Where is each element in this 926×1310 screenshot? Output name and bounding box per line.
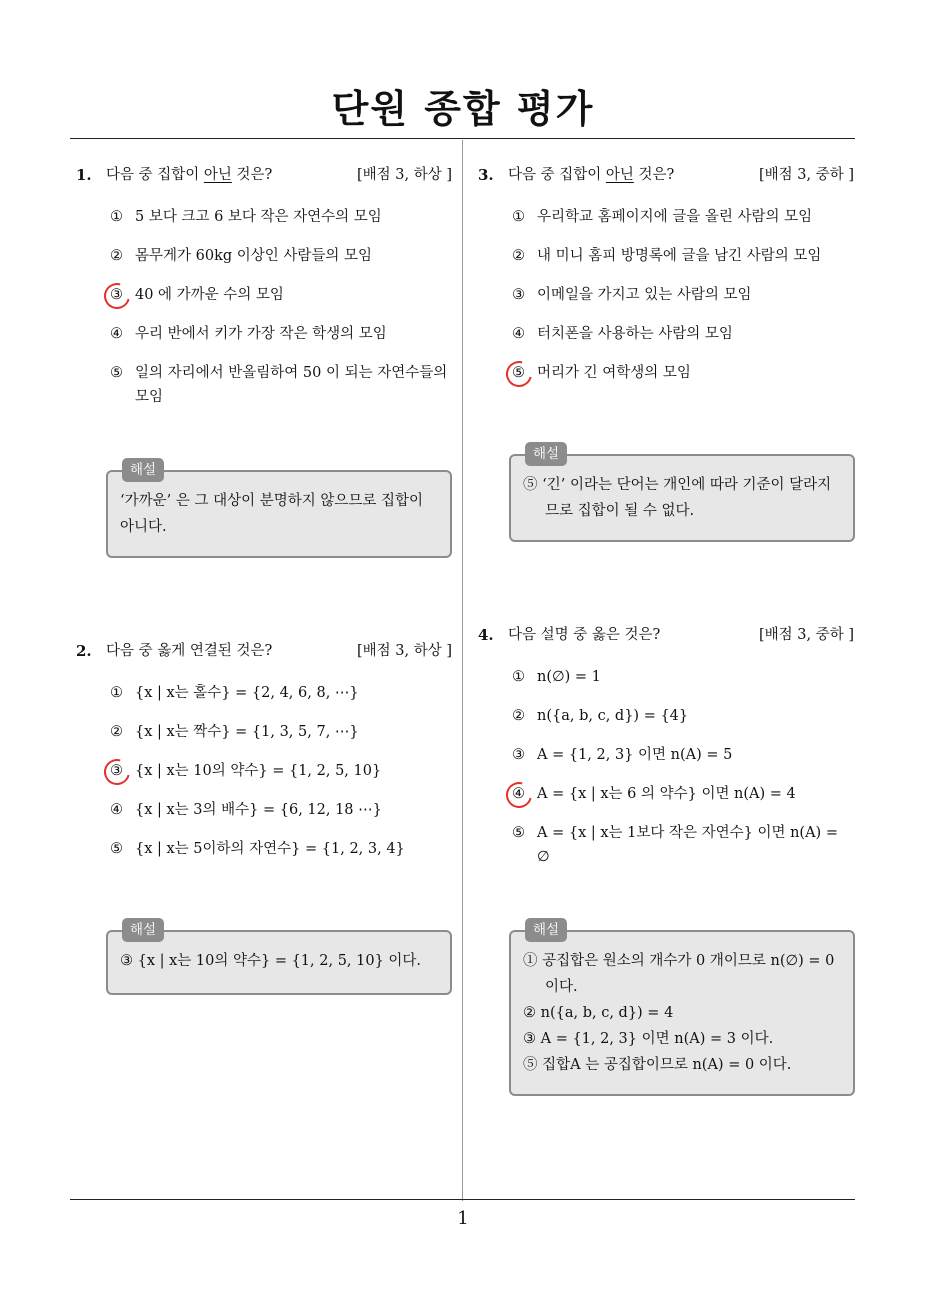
answer-option-2[interactable]: ② 내 미니 홈피 방명록에 글을 남긴 사람의 모임 <box>512 248 822 264</box>
question-number: 3. <box>478 166 494 184</box>
solution-label: 해설 <box>525 442 567 466</box>
question-score: [배점 3, 하상 ] <box>356 167 452 183</box>
solution-label: 해설 <box>122 458 164 482</box>
answer-option-4[interactable]: ④ A = {x | x는 6 의 약수} 이면 n(A) = 4 <box>512 782 854 806</box>
answer-option-4[interactable]: ④ {x | x는 3의 배수} = {6, 12, 18 ⋯} <box>110 802 382 818</box>
question-text: 다음 중 집합이 아닌 것은? <box>508 167 675 183</box>
question-1 <box>76 163 452 424</box>
answer-option-2[interactable]: ② {x | x는 짝수} = {1, 3, 5, 7, ⋯} <box>110 724 359 740</box>
answer-option-5[interactable]: ⑤ 머리가 긴 여학생의 모임 <box>512 361 854 385</box>
question-number: 2. <box>76 642 92 660</box>
column-divider <box>462 140 463 1201</box>
answer-option-3[interactable]: ③ A = {1, 2, 3} 이면 n(A) = 5 <box>512 747 733 763</box>
answer-option-5[interactable]: ⑤ 일의 자리에서 반올림하여 50 이 되는 자연수들의 모임 <box>110 365 448 405</box>
answer-options <box>110 205 452 409</box>
solution-box-4: 해설 ① 공집합은 원소의 개수가 0 개이므로 n(∅) = 0 이다. ② n({a, b, c, d}) = 4 ③ A = {1, 2, 3} 이면 n(A) = 3 이다. ⑤ 집합A 는 공집합이므로 n(A) = 0 이다. <box>509 930 855 1096</box>
answer-option-1[interactable]: ① n(∅) = 1 <box>512 669 601 685</box>
question-2 <box>76 639 452 876</box>
answer-options <box>512 665 854 869</box>
solution-box-2: 해설 ③ {x | x는 10의 약수} = {1, 2, 5, 10} 이다. <box>106 930 452 995</box>
answer-options <box>512 205 854 385</box>
solution-label: 해설 <box>122 918 164 942</box>
bottom-divider <box>70 1199 855 1200</box>
question-number: 4. <box>478 626 494 644</box>
answer-option-2[interactable]: ② n({a, b, c, d}) = {4} <box>512 708 689 724</box>
question-score: [배점 3, 중하 ] <box>758 627 854 643</box>
page-title: 단원 종합 평가 <box>331 87 595 131</box>
question-text: 다음 중 집합이 아닌 것은? <box>106 167 273 183</box>
question-score: [배점 3, 중하 ] <box>758 167 854 183</box>
question-text: 다음 설명 중 옳은 것은? <box>508 627 661 643</box>
answer-option-3[interactable]: ③ {x | x는 10의 약수} = {1, 2, 5, 10} <box>110 759 452 783</box>
answer-option-5[interactable]: ⑤ A = {x | x는 1보다 작은 자연수} 이면 n(A) = ∅ <box>512 825 838 865</box>
correct-answer-circle: ③ <box>110 283 123 307</box>
question-3 <box>478 163 854 400</box>
question-number: 1. <box>76 166 92 184</box>
answer-option-1[interactable]: ① 5 보다 크고 6 보다 작은 자연수의 모임 <box>110 209 382 225</box>
answer-option-3[interactable]: ③ 40 에 가까운 수의 모임 <box>110 283 452 307</box>
answer-options <box>110 681 452 861</box>
answer-option-4[interactable]: ④ 우리 반에서 키가 가장 작은 학생의 모임 <box>110 326 387 342</box>
page-number: 1 <box>457 1208 469 1229</box>
answer-option-1[interactable]: ① {x | x는 홀수} = {2, 4, 6, 8, ⋯} <box>110 685 359 701</box>
answer-option-4[interactable]: ④ 터치폰을 사용하는 사람의 모임 <box>512 326 733 342</box>
solution-box-3: 해설 ⑤ ‘긴’ 이라는 단어는 개인에 따라 기준이 달라지므로 집합이 될 수 없다. <box>509 454 855 542</box>
top-divider <box>70 138 855 139</box>
question-4 <box>478 623 854 884</box>
question-text: 다음 중 옳게 연결된 것은? <box>106 643 273 659</box>
solution-box-1: 해설 ‘가까운’ 은 그 대상이 분명하지 않으므로 집합이 아니다. <box>106 470 452 558</box>
answer-option-5[interactable]: ⑤ {x | x는 5이하의 자연수} = {1, 2, 3, 4} <box>110 841 405 857</box>
question-score: [배점 3, 하상 ] <box>356 643 452 659</box>
solution-label: 해설 <box>525 918 567 942</box>
answer-option-3[interactable]: ③ 이메일을 가지고 있는 사람의 모임 <box>512 287 752 303</box>
correct-answer-circle: ④ <box>512 782 525 806</box>
correct-answer-circle: ⑤ <box>512 361 525 385</box>
answer-option-2[interactable]: ② 몸무게가 60kg 이상인 사람들의 모임 <box>110 248 373 264</box>
correct-answer-circle: ③ <box>110 759 123 783</box>
answer-option-1[interactable]: ① 우리학교 홈페이지에 글을 올린 사람의 모임 <box>512 209 813 225</box>
